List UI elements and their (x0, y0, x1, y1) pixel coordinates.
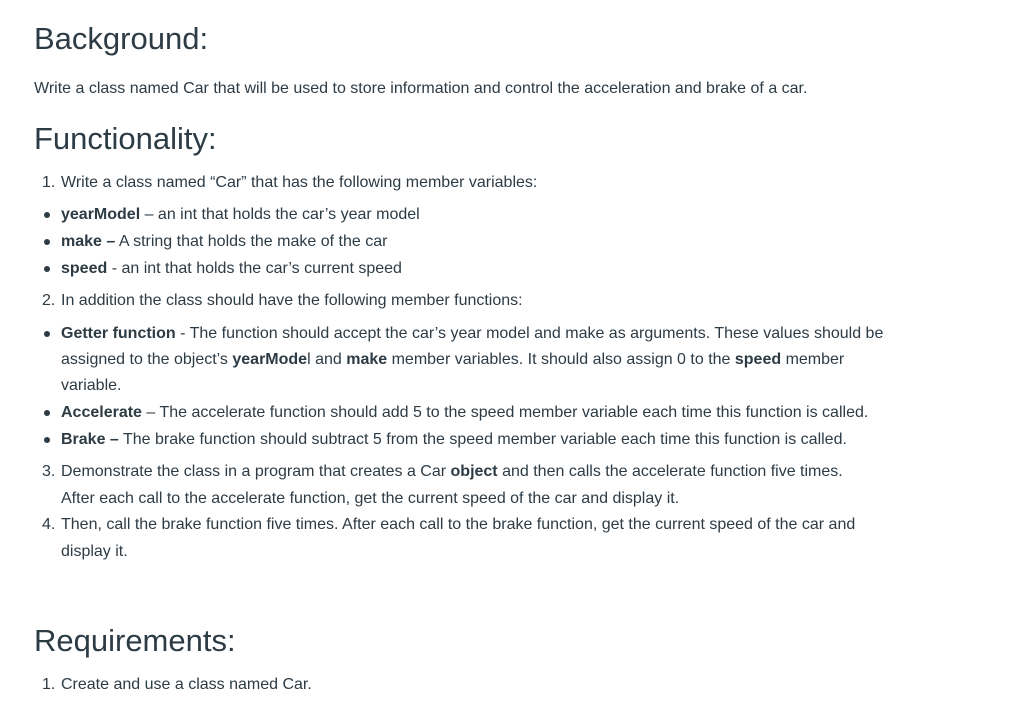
term: yearModel (61, 206, 141, 223)
term: make – (61, 233, 116, 250)
list-number: 1. (42, 174, 56, 191)
text-fragment: l and (307, 351, 347, 368)
list-item-continuation: variable. (61, 377, 122, 394)
bullet-icon (44, 437, 50, 443)
list-item (61, 324, 883, 344)
requirements-heading: Requirements: (34, 623, 236, 658)
list-number: 3. (42, 463, 56, 480)
bullet-icon (44, 212, 50, 218)
list-item-text: Write a class named “Car” that has the following member variables: (61, 174, 538, 191)
list-number: 1. (42, 676, 56, 693)
text-fragment: member (781, 351, 845, 368)
bullet-icon (44, 266, 50, 272)
text-fragment: Demonstrate the class in a program that creates a Car (61, 463, 451, 480)
list-item (61, 232, 387, 252)
list-item-text: In addition the class should have the following member functions: (61, 292, 523, 309)
term: Getter function (61, 325, 176, 342)
term: Brake – (61, 431, 119, 448)
bullet-icon (44, 410, 50, 416)
text-fragment: member variables. It should also assign 0 to the (387, 351, 735, 368)
bullet-icon (44, 239, 50, 245)
list-number: 2. (42, 292, 56, 309)
list-item-text: Create and use a class named Car. (61, 676, 312, 693)
text-fragment: assigned to the object’s (61, 351, 233, 368)
term: speed (61, 260, 108, 277)
description: A string that holds the make of the car (115, 233, 388, 250)
list-item (61, 259, 402, 279)
bullet-icon (44, 331, 50, 337)
term: make (346, 351, 388, 368)
term: speed (734, 351, 782, 368)
description: - The function should accept the car’s year model and make as arguments. These values should be (175, 325, 884, 342)
list-item-text: Then, call the brake function five times. After each call to the brake function, get the current speed of the car and (61, 516, 856, 533)
list-item (61, 205, 420, 225)
description: – an int that holds the car’s year model (140, 206, 420, 223)
list-item (61, 403, 868, 423)
background-text: Write a class named Car that will be used to store information and control the acceleration and brake of a car. (34, 80, 808, 97)
functionality-heading: Functionality: (34, 121, 217, 156)
term: object (450, 463, 498, 480)
description: The brake function should subtract 5 from the speed member variable each time this function is called. (118, 431, 847, 448)
term: yearMode (232, 351, 308, 368)
list-item-continuation (61, 350, 844, 370)
description: - an int that holds the car’s current speed (107, 260, 402, 277)
text-fragment: and then calls the accelerate function five times. (497, 463, 843, 480)
list-item-continuation: After each call to the accelerate function, get the current speed of the car and display it. (61, 490, 680, 507)
term: Accelerate (61, 404, 142, 421)
list-item (61, 430, 847, 450)
background-heading: Background: (34, 21, 209, 56)
list-item-text (61, 462, 843, 482)
list-item-continuation: display it. (61, 543, 128, 560)
description: – The accelerate function should add 5 to the speed member variable each time this function is called. (141, 404, 869, 421)
list-number: 4. (42, 516, 56, 533)
